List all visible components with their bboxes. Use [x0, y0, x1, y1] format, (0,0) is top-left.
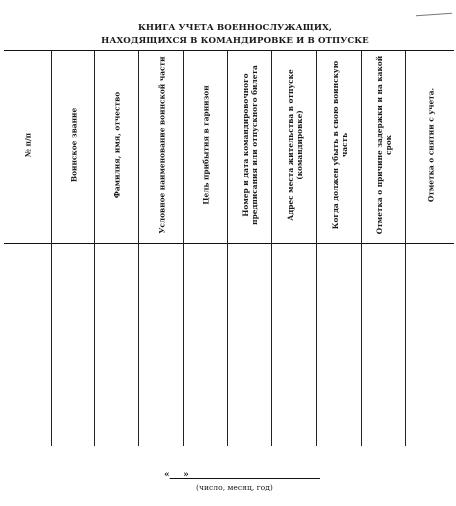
column-header-label: Воинское звание — [68, 107, 78, 183]
column-arrival-purpose — [183, 51, 228, 446]
column-full-name — [94, 51, 139, 446]
column-header — [139, 51, 184, 243]
column-header-label: № п/п — [22, 132, 32, 158]
column-header — [4, 51, 51, 243]
column-header-label: Фамилия, имя, отчество — [112, 91, 122, 199]
page-title — [70, 22, 400, 48]
column-deregistration — [405, 51, 455, 446]
column-header — [228, 51, 272, 243]
title-line-2: НАХОДЯЩИХСЯ В КОМАНДИРОВКЕ И В ОТПУСКЕ — [101, 36, 369, 46]
column-header — [406, 51, 455, 243]
page-corner-mark — [416, 13, 452, 17]
column-header — [317, 51, 362, 243]
column-header — [184, 51, 228, 243]
column-header-label: Цель прибытия в гарнизон — [201, 85, 211, 205]
column-header-label: Условное наименование воинской части — [156, 56, 166, 234]
column-number — [4, 51, 51, 446]
ledger-table — [4, 50, 454, 446]
column-residence-address — [271, 51, 317, 446]
date-caption: (число, месяц, год) — [196, 483, 273, 492]
column-header — [95, 51, 139, 243]
column-header — [52, 51, 95, 243]
column-return-date — [316, 51, 362, 446]
date-footer — [140, 466, 340, 506]
column-document-number — [227, 51, 272, 446]
column-header-label: Отметка о снятии с учета. — [425, 87, 435, 203]
column-header-label: Номер и дата командировочного предписания или отпускного билета — [240, 65, 259, 225]
column-header-label: Отметка о причине задержки и на какой срок — [374, 55, 393, 235]
column-header — [272, 51, 317, 243]
date-line — [170, 478, 320, 479]
column-rank — [51, 51, 95, 446]
column-header — [362, 51, 406, 243]
date-placeholder: «___» — [164, 470, 189, 480]
column-unit-name — [138, 51, 184, 446]
column-delay-reason — [361, 51, 406, 446]
title-line-1: КНИГА УЧЕТА ВОЕННОСЛУЖАЩИХ, — [137, 23, 333, 33]
column-header-label: Адрес места жительства в отпуске (командировке) — [285, 69, 304, 221]
column-header-label: Когда должен убыть в свою воинскую часть — [330, 60, 349, 230]
